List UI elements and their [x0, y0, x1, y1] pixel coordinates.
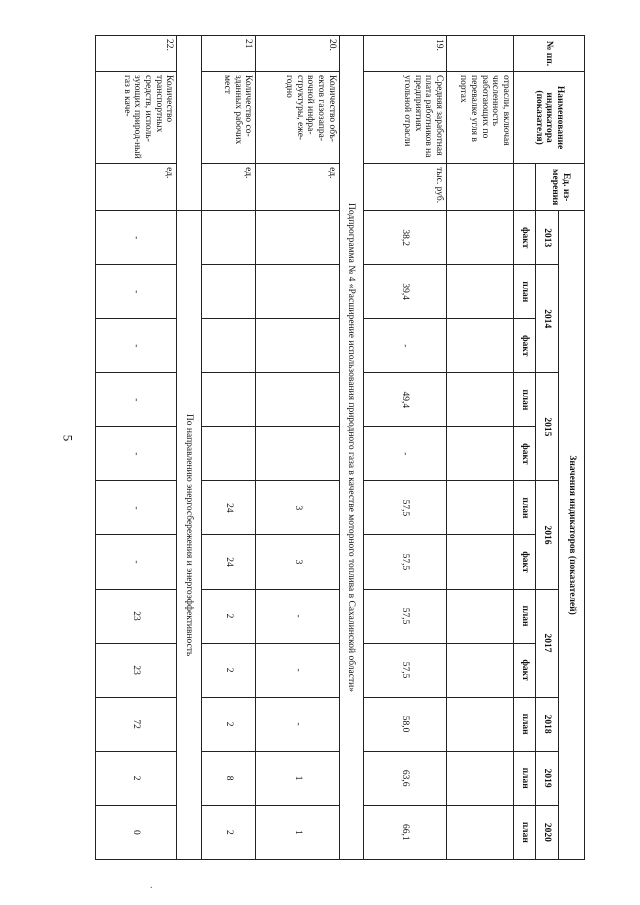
value-cell: -	[96, 319, 177, 373]
value-cell: 72	[96, 697, 177, 751]
value-cell	[447, 751, 514, 805]
row-unit	[447, 164, 514, 211]
value-cell: 23	[96, 589, 177, 643]
section-title-energy-saving: По направлению энергосбережения и энергоэффективность	[177, 211, 201, 860]
rotated-table-wrapper	[95, 35, 585, 860]
value-cell	[201, 211, 256, 265]
header-year: 2015	[536, 373, 558, 481]
row-no	[447, 36, 514, 72]
table-row	[256, 36, 339, 860]
value-cell	[201, 373, 256, 427]
value-cell: 2	[201, 589, 256, 643]
value-cell: 57,5	[363, 481, 446, 535]
header-sub: план	[514, 751, 536, 805]
header-unit-blank	[514, 164, 536, 211]
value-cell: -	[96, 211, 177, 265]
value-cell: 1	[256, 805, 339, 859]
value-cell: 57,5	[363, 589, 446, 643]
header-year: 2018	[536, 697, 558, 751]
row-name: Средняя заработная плата работников на предприятиях угольной отрасли	[363, 72, 446, 164]
value-cell	[201, 427, 256, 481]
value-cell	[447, 589, 514, 643]
header-sub: факт	[514, 427, 536, 481]
value-cell: -	[96, 265, 177, 319]
value-cell	[256, 319, 339, 373]
value-cell: 39,4	[363, 265, 446, 319]
value-cell	[447, 805, 514, 859]
value-cell: 63,6	[363, 751, 446, 805]
value-cell	[201, 319, 256, 373]
value-cell: 38,2	[363, 211, 446, 265]
header-sub: план	[514, 697, 536, 751]
value-cell: 23	[96, 643, 177, 697]
header-sub: факт	[514, 643, 536, 697]
row-unit: ед.	[256, 164, 339, 211]
value-cell: 8	[201, 751, 256, 805]
row-no: 19.	[363, 36, 446, 72]
value-cell: 2	[201, 805, 256, 859]
header-no: № пп.	[514, 36, 585, 72]
value-cell	[447, 211, 514, 265]
value-cell	[447, 373, 514, 427]
header-sub: план	[514, 805, 536, 859]
value-cell	[256, 373, 339, 427]
indicator-table	[95, 35, 585, 860]
value-cell: 57,5	[363, 643, 446, 697]
value-cell: 24	[201, 481, 256, 535]
value-cell	[447, 319, 514, 373]
row-name: Количество объ-ектов газозапра-вочной инфра-структуры, еже-годно	[256, 72, 339, 164]
header-year: 2016	[536, 481, 558, 589]
value-cell: 1	[256, 751, 339, 805]
table-row	[201, 36, 256, 860]
row-no: 22.	[96, 36, 177, 72]
header-sub: факт	[514, 211, 536, 265]
section-row	[177, 36, 201, 860]
value-cell: -	[256, 589, 339, 643]
header-values: Значения индикаторов (показателей)	[558, 211, 584, 860]
row-name: отрасли, включая численность работающих по перевалке угля в портах	[447, 72, 514, 164]
header-year: 2014	[536, 265, 558, 373]
header-year: 2013	[536, 211, 558, 265]
value-cell: 49,4	[363, 373, 446, 427]
value-cell	[447, 481, 514, 535]
section-row	[339, 36, 363, 860]
row-unit: ед.	[201, 164, 256, 211]
header-sub: факт	[514, 535, 536, 589]
header-sub: план	[514, 265, 536, 319]
value-cell	[447, 697, 514, 751]
value-cell: 3	[256, 481, 339, 535]
row-no: 20.	[256, 36, 339, 72]
value-cell: 0	[96, 805, 177, 859]
page-number: 5	[60, 434, 76, 442]
header-year: 2017	[536, 589, 558, 697]
value-cell	[447, 265, 514, 319]
value-cell	[447, 643, 514, 697]
value-cell: -	[363, 427, 446, 481]
value-cell: 2	[96, 751, 177, 805]
header-year: 2020	[536, 805, 558, 859]
value-cell	[447, 427, 514, 481]
value-cell: 3	[256, 535, 339, 589]
value-cell: -	[256, 643, 339, 697]
value-cell: 2	[201, 697, 256, 751]
value-cell	[256, 265, 339, 319]
value-cell: -	[96, 481, 177, 535]
value-cell: -	[363, 319, 446, 373]
row-unit: тыс. руб.	[363, 164, 446, 211]
section-title-subprogram-4: Подпрограмма № 4 «Расширение использования природного газа в качестве моторного топлива в Сахалинской области»	[339, 36, 363, 860]
value-cell	[201, 265, 256, 319]
value-cell: 58,0	[363, 697, 446, 751]
value-cell: -	[256, 697, 339, 751]
value-cell	[256, 427, 339, 481]
row-name: Количество со-зданных рабочих мест	[201, 72, 256, 164]
row-no: 21	[201, 36, 256, 72]
header-sub: факт	[514, 319, 536, 373]
value-cell: 66,1	[363, 805, 446, 859]
row-unit: ед.	[96, 164, 177, 211]
header-sub: план	[514, 589, 536, 643]
header-name: Наименование индикатора (показателя)	[514, 72, 585, 164]
row-name: Количество транспортных средств, исполь-зующих природ-ный газ в каче-	[96, 72, 177, 164]
table-row	[96, 36, 177, 860]
value-cell: 2	[201, 643, 256, 697]
value-cell	[447, 535, 514, 589]
value-cell: 57,5	[363, 535, 446, 589]
header-unit: Ед. из-мерения	[536, 164, 585, 211]
value-cell: 24	[201, 535, 256, 589]
footer-mark: .	[150, 880, 153, 891]
rotated-table-container	[95, 35, 585, 860]
table-row	[447, 36, 514, 860]
header-sub: план	[514, 373, 536, 427]
value-cell: -	[96, 373, 177, 427]
header-sub: план	[514, 481, 536, 535]
table-row	[363, 36, 446, 860]
value-cell: -	[96, 427, 177, 481]
value-cell	[256, 211, 339, 265]
value-cell: -	[96, 535, 177, 589]
header-year: 2019	[536, 751, 558, 805]
section-blank	[177, 36, 201, 211]
